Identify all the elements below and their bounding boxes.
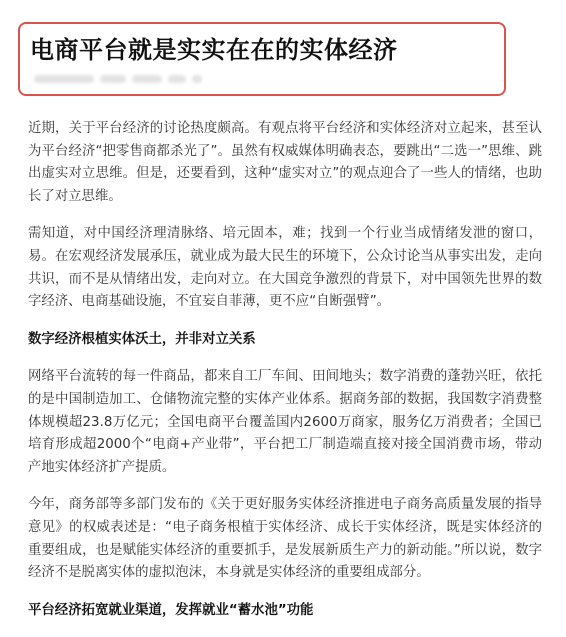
article-title: 电商平台就是实实在在的实体经济 xyxy=(30,36,398,64)
paragraph: 今年，商务部等多部门发布的《关于更好服务实体经济推进电子商务高质量发展的指导意见》的权威表述是：“电子商务根植于实体经济、成长于实体经济，既是实体经济的重要组成，也是赋能实体经济的重要抓手，是发展新质生产力的新动能。”所以说，数字经济不是脱离实体的虚拟泡沫，本身就是实体经济的重要组成部分。 xyxy=(28,497,542,581)
paragraph: 需知道，对中国经济理清脉络、培元固本，难；找到一个行业当成情绪发泄的窗口，易。在宏观经济发展承压，就业成为最大民生的环境下，公众讨论当从事实出发，走向共识，而不是从情绪出发，走向对立。在大国竞争激烈的背景下，对中国领先世界的数字经济、电商基础设施，不宜妄自菲薄，更不应“自断强臂”。 xyxy=(28,226,542,310)
paragraph: 近期，关于平台经济的讨论热度颇高。有观点将平台经济和实体经济对立起来，甚至认为平台经济“把零售商都杀光了”。虽然有权威媒体明确表态，要跳出“二选一”思维、跳出虚实对立思维。但是，还要看到，这种“虚实对立”的观点迎合了一些人的情绪，也助长了对立思维。 xyxy=(28,121,542,204)
paragraph: 网络平台流转的每一件商品，都来自工厂车间、田间地头；数字消费的蓬勃兴旺，依托的是中国制造加工、仓储物流完整的实体产业体系。据商务部的数据，我国数字消费整体规模超23.8万亿元；全国电商平台覆盖国内2600万商家，服务亿万消费者；全国已培育形成超2000个“电商+产业带”，平台把工厂制造端直接对接全国消费市场，带动产地实体经济扩产提质。 xyxy=(28,369,542,475)
title-box xyxy=(18,22,506,96)
article-body xyxy=(28,118,542,637)
section-heading: 平台经济拓宽就业渠道，发挥就业“蓄水池”功能 xyxy=(28,602,314,618)
blurred-author-meta xyxy=(34,75,202,83)
section-heading: 数字经济根植实体沃土，并非对立关系 xyxy=(28,331,256,347)
